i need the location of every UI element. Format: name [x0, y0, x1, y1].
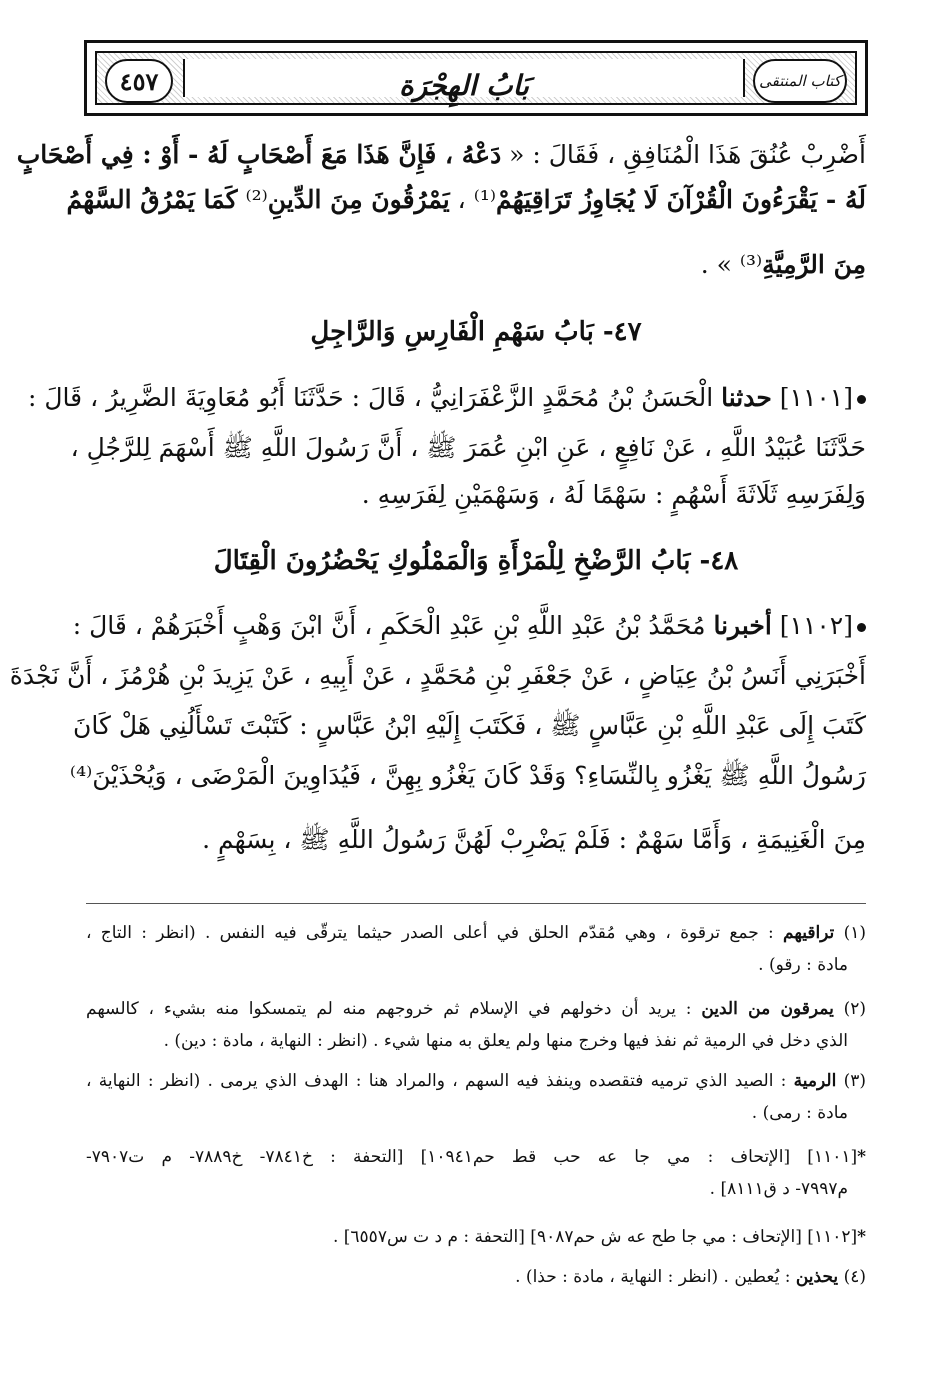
- bold-span: كَمَا يَمْرُقُ السَّهْمُ: [66, 185, 238, 214]
- book-title-text: كتاب المنتقى: [759, 71, 841, 90]
- text-line: [86, 245, 866, 285]
- bold-span: يحذين: [795, 1267, 839, 1287]
- footnote-line: [86, 918, 866, 948]
- page-number: [105, 59, 173, 103]
- footnote-line: [86, 1026, 848, 1056]
- text-span: (٣): [836, 1071, 866, 1091]
- section-heading: [86, 541, 866, 581]
- bold-span: تراقيهم: [783, 923, 835, 943]
- text-span: (١): [834, 923, 866, 943]
- text-span: : جمع ترقوة ، وهي مُقدّم الحلق في أعلى الصدر حيثما يترقّى فيه النفس . (انظر : التاج ،: [86, 923, 784, 943]
- text-span: مُحَمَّدُ بْنُ عَبْدِ اللَّهِ بْنِ عَبْدِ الْحَكَمِ ، أَنَّ ابْنَ وَهْبٍ أَخْبَرَهُمْ ، قَالَ :: [72, 611, 714, 640]
- text-span: م٧٩٩٧- د ق٨١١١] .: [709, 1179, 848, 1199]
- bold-span: مِنَ الرَّمِيَّةِ: [762, 250, 866, 279]
- bold-span: حدثنا: [721, 383, 772, 412]
- text-line: [72, 606, 866, 646]
- text-line: [16, 135, 866, 175]
- text-span: أَخْبَرَنِي أَنَسُ بْنُ عِيَاضٍ ، عَنْ جَعْفَرِ بْنِ مُحَمَّدٍ ، عَنْ أَبِيهِ ، عَنْ يَزِيدَ بْنِ هُرْمُزَ ، أَنَّ نَجْدَةَ: [9, 661, 866, 690]
- text-span: الذي دخل في الرمية ثم نفذ فيها وخرج منها ولم يعلق به منها شيء . (انظر : النهاية ، مادة : دين) .: [163, 1031, 848, 1051]
- footnote-line: [86, 1174, 848, 1204]
- text-span: : يُعطين . (انظر : النهاية ، مادة : حذا) .: [515, 1267, 796, 1287]
- section-heading: [86, 312, 866, 352]
- text-span: (٢): [833, 999, 867, 1019]
- text-span: حَدَّثَنَا عُبَيْدُ اللَّهِ ، عَنْ نَافِعٍ ، عَنِ ابْنِ عُمَرَ ﷺ ، أَنَّ رَسُولَ اللَّهِ ﷺ أَسْهَمَ لِلرَّجُلِ ،: [70, 433, 866, 462]
- text-span: كَتَبَ إِلَى عَبْدِ اللَّهِ بْنِ عَبَّاسٍ ﷺ ، فَكَتَبَ إِلَيْهِ ابْنُ عَبَّاسٍ : كَتَبْتَ تَسْأَلُنِي هَلْ كَانَ: [73, 711, 866, 740]
- bullet-icon: [857, 395, 866, 404]
- bold-span: دَعْهُ ، فَإِنَّ هَذَا مَعَ أَصْحَابٍ لَهُ - أَوْ : فِي أَصْحَابٍ: [16, 140, 502, 169]
- text-span: ٤٧- بَابُ سَهْمِ الْفَارِسِ وَالرَّاجِلِ: [310, 317, 642, 347]
- bold-span: أخبرنا: [713, 611, 772, 640]
- text-span: الْحَسَنُ بْنُ مُحَمَّدٍ الزَّعْفَرَانِيُّ ، قَالَ : حَدَّثَنَا أَبُو مُعَاوِيَةَ الضَّرِيرُ ، قَالَ :: [28, 383, 722, 412]
- text-span: [١١٠٢]: [771, 611, 853, 640]
- footnote-line: [86, 1222, 866, 1252]
- footnote-line: [86, 1142, 866, 1172]
- text-span: [١١٠١]: [771, 383, 853, 412]
- text-span: ٤٨- بَابُ الرَّضْخِ لِلْمَرْأَةِ وَالْمَمْلُوكِ يَحْضُرُونَ الْقِتَالَ: [213, 546, 739, 576]
- text-line: [66, 180, 866, 220]
- bold-span: يمرقون من الدين: [701, 999, 834, 1019]
- text-line: [9, 656, 866, 696]
- text-span: [١١٠١] [الإتحاف : مي جا عه حب قط حم١٠٩٤١] [التحفة : خ٧٨٤١- خ٧٨٨٩- م ت٧٩٠٧-: [86, 1147, 858, 1167]
- text-span: مادة : رقو) .: [758, 955, 848, 975]
- bold-span: لَهُ - يَقْرَءُونَ الْقُرْآنَ لَا يُجَاوِزُ تَرَاقِيَهُمْ: [496, 185, 866, 214]
- page-header-frame: [84, 40, 868, 116]
- text-span: ⁽¹⁾ ،: [449, 185, 497, 214]
- bold-span: *: [857, 1227, 866, 1247]
- text-span: (٤): [838, 1267, 866, 1287]
- footnote-line: [86, 1262, 866, 1292]
- page-number-text: ٤٥٧: [119, 66, 159, 96]
- text-span: مِنَ الْغَنِيمَةِ ، وَأَمَّا سَهْمٌ : فَلَمْ يَضْرِبْ لَهُنَّ رَسُولُ اللَّهِ ﷺ ، بِسَهْمٍ .: [202, 825, 866, 854]
- text-span: مادة : رمى) .: [751, 1103, 848, 1123]
- footnote-line: [86, 1066, 866, 1096]
- running-head-band: [183, 59, 745, 102]
- text-span: أَضْرِبْ عُنُقَ هَذَا الْمُنَافِقِ ، فَقَالَ : «: [501, 140, 866, 169]
- bold-span: *: [857, 1147, 866, 1167]
- book-title-mark: [753, 59, 847, 103]
- text-line: [73, 706, 866, 746]
- bold-span: الرمية: [793, 1071, 837, 1091]
- bullet-icon: [857, 623, 866, 632]
- text-line: [28, 378, 866, 418]
- text-span: : يريد أن دخولهم في الإسلام ثم خروجهم منه لم يتمسكوا منه بشيء ، كالسهم: [86, 999, 702, 1019]
- text-span: ⁽³⁾ » .: [700, 250, 763, 279]
- text-span: [١١٠٢] [الإتحاف : مي جا طح عه ش حم٩٠٨٧] [التحفة : م د ت س٦٥٥٧] .: [332, 1227, 858, 1247]
- text-line: [70, 428, 866, 468]
- footnote-line: [86, 994, 866, 1024]
- text-line: [69, 756, 866, 796]
- running-head: بَابُ الهِجْرَة: [399, 69, 529, 102]
- text-line: [86, 475, 866, 515]
- footnote-separator: [86, 903, 866, 904]
- text-span: رَسُولُ اللَّهِ ﷺ يَغْزُو بِالنِّسَاءِ؟ وَقَدْ كَانَ يَغْزُو بِهِنَّ ، فَيُدَاوِينَ الْمَرْضَى ، وَيُحْذَيْنَ⁽⁴⁾: [69, 761, 866, 790]
- text-span: : الصيد الذي ترميه فتقصده وينفذ فيه السهم ، والمراد هنا : الهدف الذي يرمى . (انظر : النهاية ،: [86, 1071, 794, 1091]
- footnote-line: [86, 950, 848, 980]
- text-line: [86, 820, 866, 860]
- bold-span: يَمْرُقُونَ مِنَ الدِّينِ: [267, 185, 450, 214]
- text-span: وَلِفَرَسِهِ ثَلَاثَةَ أَسْهُمٍ : سَهْمًا لَهُ ، وَسَهْمَيْنِ لِفَرَسِهِ .: [361, 480, 866, 509]
- footnote-line: [86, 1098, 848, 1128]
- header-ornament: [95, 51, 857, 105]
- text-span: ⁽²⁾: [237, 185, 268, 214]
